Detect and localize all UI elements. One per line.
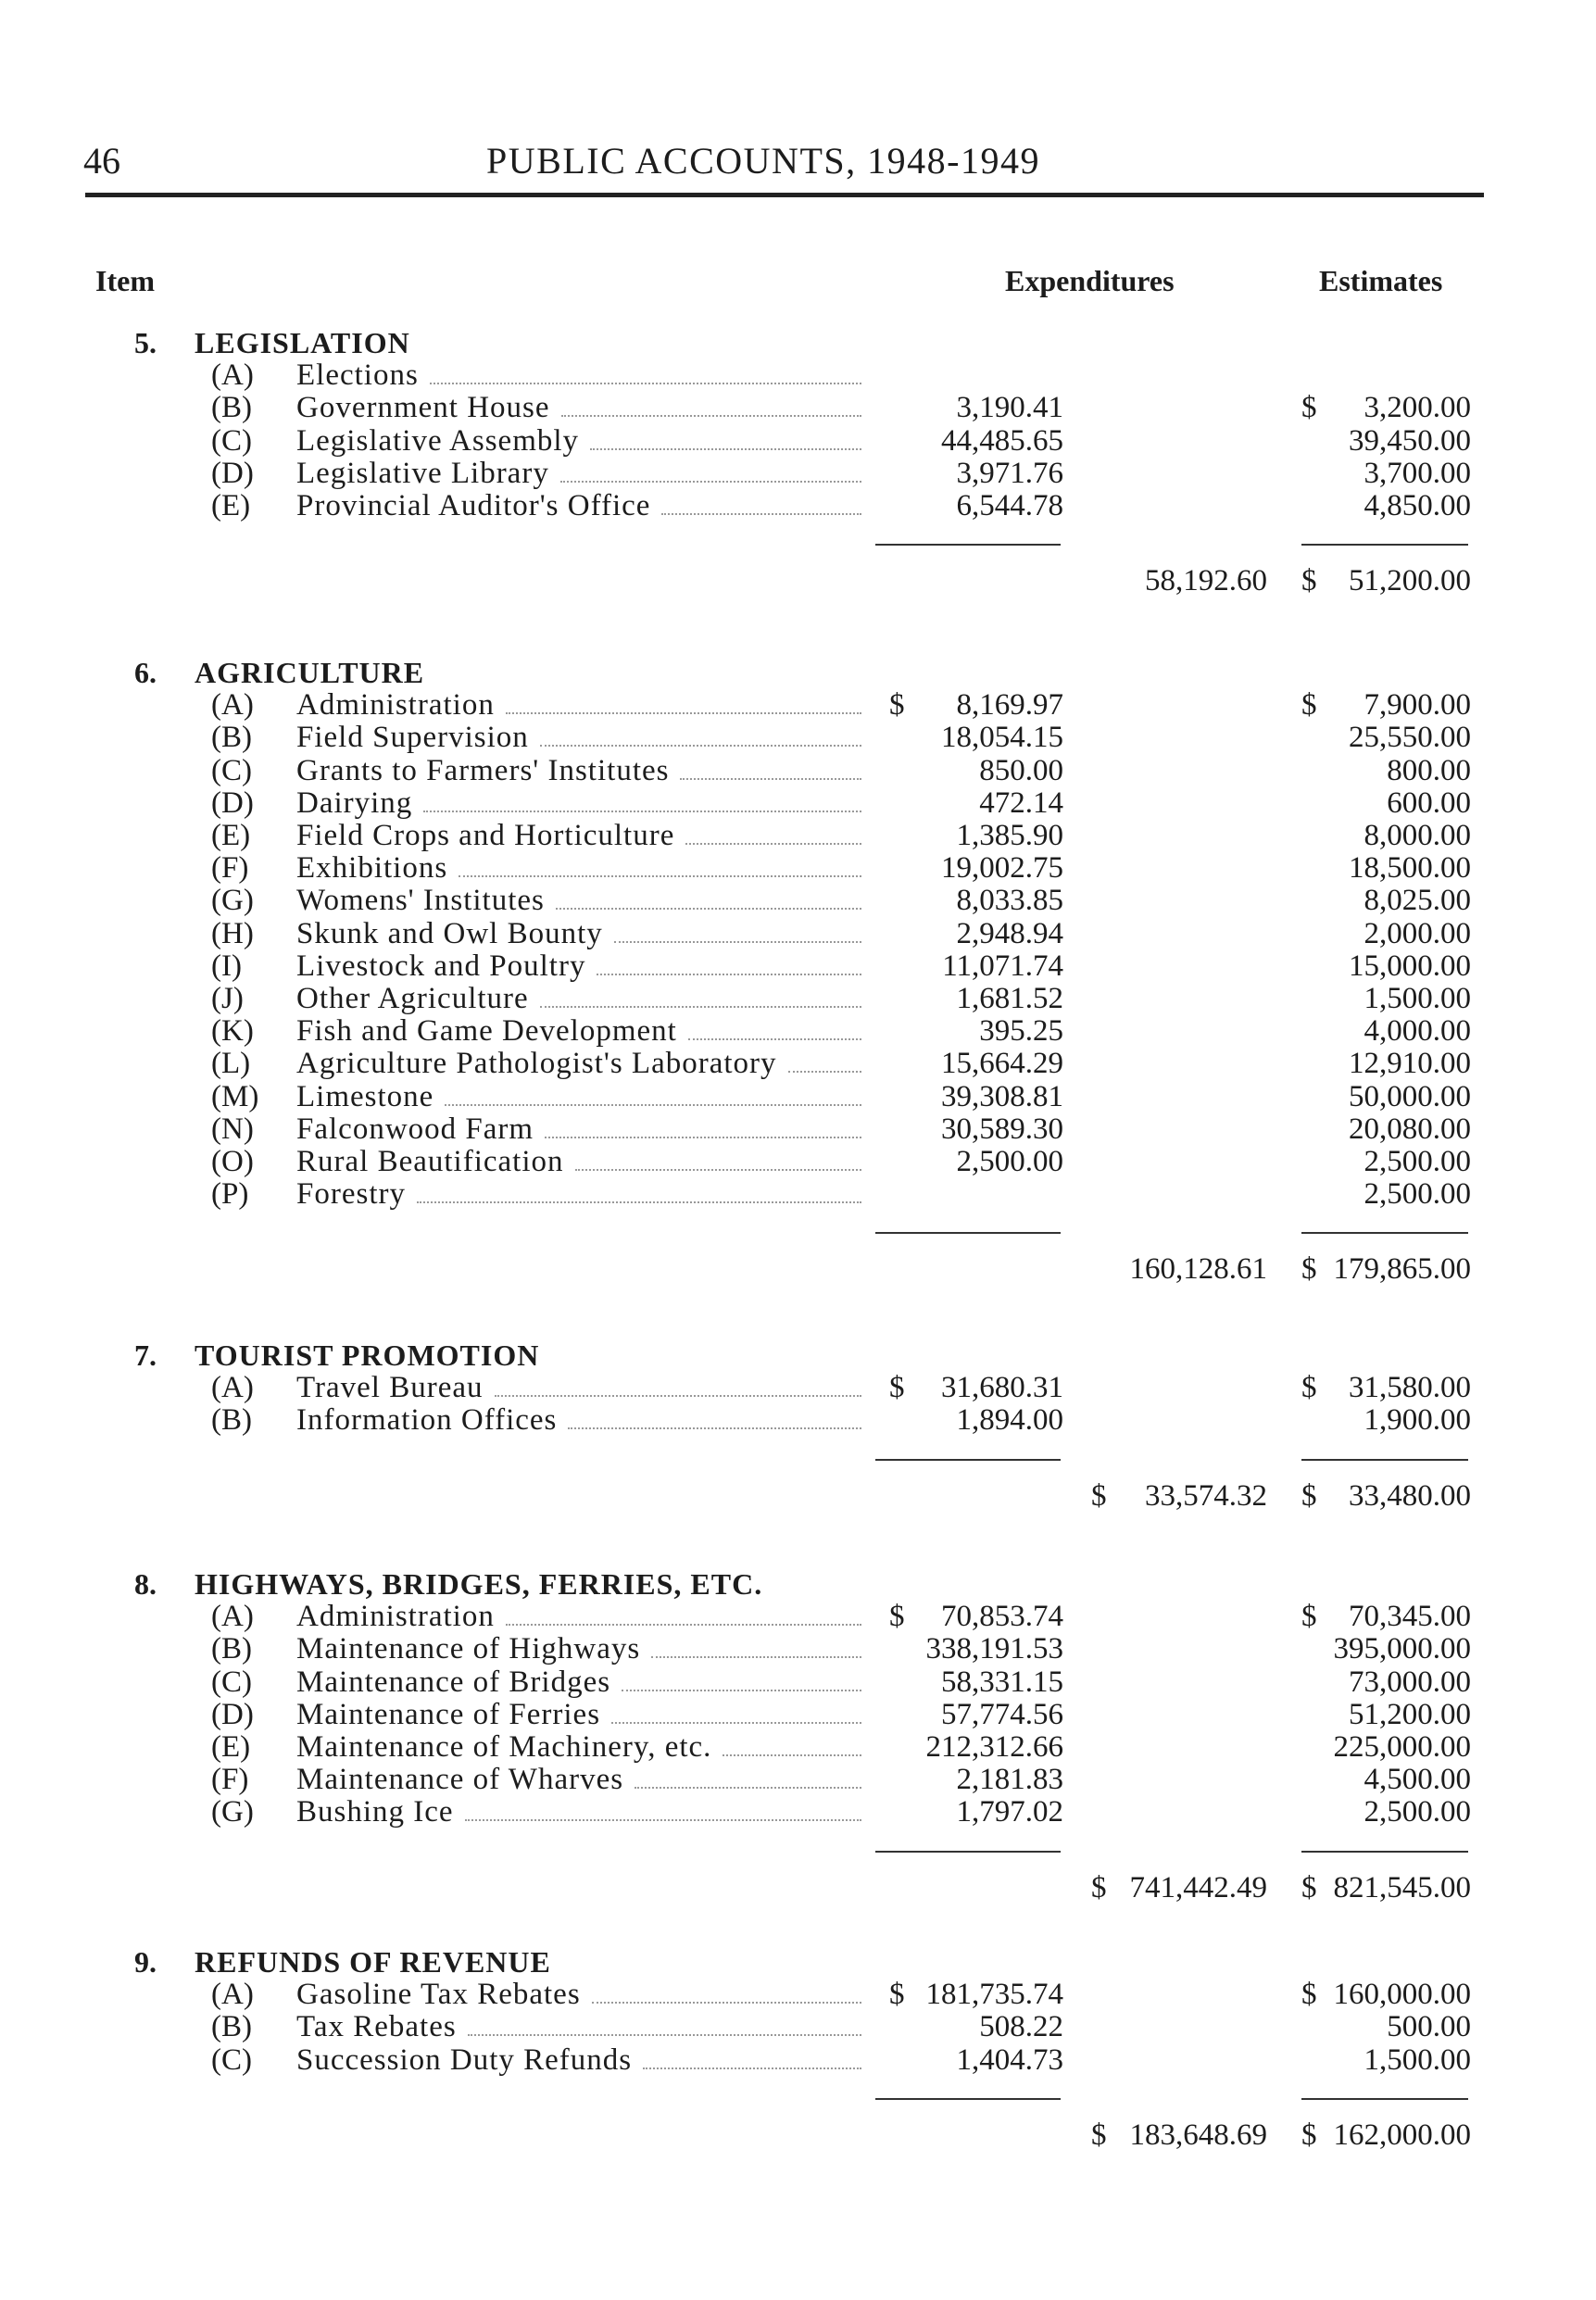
table-row — [0, 457, 1596, 490]
item-label: Rural Beautification — [296, 1145, 564, 1178]
item-label: Provincial Auditor's Office — [296, 489, 651, 522]
estimate-dollar-sign: $ — [1301, 1978, 1317, 2012]
item-letter: (B) — [211, 1632, 252, 1666]
item-letter: (O) — [211, 1145, 254, 1178]
estimate-amount: 800.00 — [1387, 753, 1471, 787]
table-row — [0, 1145, 1596, 1178]
item-letter: (I) — [211, 949, 242, 983]
section-number: 5. — [134, 326, 157, 359]
dot-leader — [685, 819, 861, 845]
estimate-amount: 225,000.00 — [1333, 1730, 1471, 1764]
section-heading — [0, 656, 1596, 689]
dot-leader — [465, 1795, 861, 1821]
dot-leader — [540, 721, 861, 747]
expenditure-amount: 57,774.56 — [941, 1697, 1063, 1731]
page-title: PUBLIC ACCOUNTS, 1948-1949 — [486, 140, 1040, 182]
item-letter: (B) — [211, 391, 252, 425]
estimate-amount: 1,900.00 — [1364, 1403, 1471, 1438]
dot-leader — [430, 358, 861, 384]
total-estimate-dollar-sign: $ — [1301, 564, 1317, 598]
item-letter: (N) — [211, 1112, 254, 1146]
total-expenditure: 58,192.60 — [1145, 564, 1267, 598]
estimate-amount: 395,000.00 — [1333, 1632, 1471, 1666]
total-expenditure: 741,442.49 — [1129, 1870, 1267, 1904]
item-label: Gasoline Tax Rebates — [296, 1978, 581, 2012]
estimate-amount: 8,000.00 — [1364, 819, 1471, 852]
table-row — [0, 1698, 1596, 1731]
item-letter: (C) — [211, 423, 252, 458]
total-estimate-dollar-sign: $ — [1301, 1870, 1317, 1904]
expenditure-amount: 395.25 — [979, 1014, 1063, 1049]
expenditure-amount: 44,485.65 — [941, 423, 1063, 458]
section-title: AGRICULTURE — [195, 656, 425, 689]
expenditure-amount: 15,664.29 — [941, 1047, 1063, 1081]
estimate-amount: 4,500.00 — [1364, 1763, 1471, 1797]
subtotal-rule-estimates — [1301, 1459, 1468, 1461]
item-letter: (A) — [211, 1978, 254, 2012]
table-row — [0, 819, 1596, 852]
section-number: 8. — [134, 1567, 157, 1601]
expenditure-amount: 19,002.75 — [941, 851, 1063, 886]
expenditure-amount: 8,033.85 — [956, 884, 1063, 918]
item-letter: (C) — [211, 2042, 252, 2077]
expenditure-amount: 1,797.02 — [956, 1795, 1063, 1829]
item-label: Administration — [296, 1600, 495, 1634]
item-letter: (E) — [211, 489, 251, 522]
table-row — [0, 1665, 1596, 1699]
item-letter: (F) — [211, 1763, 249, 1797]
table-row — [0, 2043, 1596, 2077]
estimate-amount: 3,200.00 — [1364, 391, 1471, 425]
section-title: TOURIST PROMOTION — [195, 1339, 540, 1372]
table-row — [0, 391, 1596, 424]
expenditure-amount: 212,312.66 — [925, 1730, 1063, 1764]
column-header-expenditures: Expenditures — [1005, 264, 1175, 297]
item-letter: (D) — [211, 1697, 254, 1731]
item-label: Maintenance of Bridges — [296, 1665, 611, 1699]
expenditure-amount: 1,894.00 — [956, 1403, 1063, 1438]
item-letter: (C) — [211, 753, 252, 787]
table-row — [0, 1014, 1596, 1048]
subtotal-rule-expenditures — [875, 1232, 1061, 1234]
table-row — [0, 1730, 1596, 1764]
total-estimate: 51,200.00 — [1349, 564, 1471, 598]
expenditure-amount: 8,169.97 — [956, 688, 1063, 723]
item-label: Legislative Library — [296, 456, 549, 490]
estimate-amount: 31,580.00 — [1349, 1371, 1471, 1405]
subtotal-rule-expenditures — [875, 544, 1061, 546]
section-total-row — [0, 564, 1596, 597]
section-heading — [0, 1567, 1596, 1601]
total-estimate: 179,865.00 — [1333, 1252, 1471, 1287]
table-row — [0, 884, 1596, 917]
dot-leader — [788, 1047, 861, 1073]
dot-leader — [459, 851, 861, 877]
estimate-amount: 73,000.00 — [1349, 1665, 1471, 1699]
estimate-amount: 50,000.00 — [1349, 1079, 1471, 1113]
item-letter: (E) — [211, 1730, 251, 1764]
expenditure-amount: 338,191.53 — [925, 1632, 1063, 1666]
item-letter: (D) — [211, 786, 254, 820]
table-row — [0, 917, 1596, 950]
item-letter: (C) — [211, 1665, 252, 1699]
section-number: 7. — [134, 1339, 157, 1372]
table-row — [0, 1600, 1596, 1633]
item-label: Government House — [296, 391, 550, 425]
dot-leader — [651, 1632, 861, 1658]
expenditure-amount: 3,190.41 — [956, 391, 1063, 425]
estimate-amount: 600.00 — [1387, 786, 1471, 820]
section-total-row — [0, 1871, 1596, 1904]
estimate-amount: 18,500.00 — [1349, 851, 1471, 886]
table-row — [0, 721, 1596, 754]
item-letter: (F) — [211, 851, 249, 886]
item-letter: (K) — [211, 1014, 254, 1049]
estimate-amount: 2,500.00 — [1364, 1177, 1471, 1212]
subtotal-rule-expenditures — [875, 1459, 1061, 1461]
table-row — [0, 1978, 1596, 2011]
total-estimate: 162,000.00 — [1333, 2118, 1471, 2152]
dot-leader — [545, 1112, 861, 1138]
item-letter: (A) — [211, 688, 254, 723]
section-total-row — [0, 1479, 1596, 1513]
dot-leader — [611, 1698, 861, 1724]
section-number: 6. — [134, 656, 157, 689]
total-dollar-sign: $ — [1091, 1870, 1107, 1904]
item-label: Forestry — [296, 1177, 406, 1212]
expenditure-dollar-sign: $ — [889, 1600, 905, 1634]
estimate-dollar-sign: $ — [1301, 1371, 1317, 1405]
table-row — [0, 424, 1596, 458]
item-letter: (H) — [211, 916, 254, 950]
expenditure-amount: 472.14 — [979, 786, 1063, 820]
expenditure-amount: 70,853.74 — [941, 1600, 1063, 1634]
dot-leader — [561, 391, 861, 417]
expenditure-amount: 2,948.94 — [956, 916, 1063, 950]
item-label: Succession Duty Refunds — [296, 2042, 633, 2077]
table-row — [0, 358, 1596, 392]
table-row — [0, 1763, 1596, 1796]
dot-leader — [540, 982, 861, 1008]
estimate-amount: 160,000.00 — [1333, 1978, 1471, 2012]
item-label: Grants to Farmers' Institutes — [296, 753, 670, 787]
estimate-amount: 39,450.00 — [1349, 423, 1471, 458]
item-letter: (B) — [211, 2010, 252, 2044]
total-dollar-sign: $ — [1091, 2118, 1107, 2152]
item-label: Field Supervision — [296, 721, 529, 755]
expenditure-amount: 6,544.78 — [956, 489, 1063, 522]
section-total-row — [0, 1252, 1596, 1286]
item-label: Maintenance of Highways — [296, 1632, 641, 1666]
item-label: Other Agriculture — [296, 982, 529, 1015]
dot-leader — [614, 917, 861, 943]
item-label: Womens' Institutes — [296, 884, 545, 918]
item-label: Administration — [296, 688, 495, 723]
expenditure-amount: 18,054.15 — [941, 721, 1063, 755]
table-row — [0, 1371, 1596, 1404]
item-label: Maintenance of Wharves — [296, 1763, 624, 1797]
expenditure-amount: 58,331.15 — [941, 1665, 1063, 1699]
item-label: Limestone — [296, 1079, 434, 1113]
total-estimate-dollar-sign: $ — [1301, 2118, 1317, 2152]
table-row — [0, 1080, 1596, 1113]
estimate-dollar-sign: $ — [1301, 688, 1317, 723]
section-title: LEGISLATION — [195, 326, 410, 359]
expenditure-amount: 31,680.31 — [941, 1371, 1063, 1405]
dot-leader — [680, 754, 861, 780]
table-row — [0, 2010, 1596, 2043]
total-estimate-dollar-sign: $ — [1301, 1252, 1317, 1287]
estimate-amount: 8,025.00 — [1364, 884, 1471, 918]
total-estimate: 821,545.00 — [1333, 1870, 1471, 1904]
item-label: Travel Bureau — [296, 1371, 484, 1405]
item-label: Elections — [296, 358, 419, 393]
section-total-row — [0, 2118, 1596, 2152]
section-title: HIGHWAYS, BRIDGES, FERRIES, ETC. — [195, 1567, 763, 1601]
table-row — [0, 949, 1596, 983]
estimate-amount: 2,500.00 — [1364, 1795, 1471, 1829]
table-row — [0, 1632, 1596, 1665]
table-row — [0, 1403, 1596, 1437]
item-label: Field Crops and Horticulture — [296, 819, 675, 852]
header-rule — [85, 193, 1484, 197]
estimate-dollar-sign: $ — [1301, 1600, 1317, 1634]
expenditure-dollar-sign: $ — [889, 688, 905, 723]
expenditure-amount: 1,385.90 — [956, 819, 1063, 852]
expenditure-amount: 1,681.52 — [956, 982, 1063, 1015]
table-row — [0, 688, 1596, 722]
estimate-amount: 4,850.00 — [1364, 489, 1471, 522]
dot-leader — [556, 884, 861, 910]
expenditure-amount: 2,500.00 — [956, 1145, 1063, 1178]
item-label: Falconwood Farm — [296, 1112, 534, 1146]
expenditure-amount: 39,308.81 — [941, 1079, 1063, 1113]
estimate-amount: 7,900.00 — [1364, 688, 1471, 723]
total-expenditure: 183,648.69 — [1129, 2118, 1267, 2152]
item-letter: (B) — [211, 721, 252, 755]
section-heading — [0, 1339, 1596, 1372]
dot-leader — [560, 457, 861, 483]
table-row — [0, 1112, 1596, 1146]
item-letter: (A) — [211, 1600, 254, 1634]
dot-leader — [688, 1014, 861, 1040]
subtotal-rule-estimates — [1301, 1232, 1468, 1234]
dot-leader — [495, 1371, 861, 1397]
item-label: Exhibitions — [296, 851, 448, 886]
table-row — [0, 851, 1596, 885]
dot-leader — [622, 1665, 861, 1691]
item-label: Skunk and Owl Bounty — [296, 916, 603, 950]
section-title: REFUNDS OF REVENUE — [195, 1945, 551, 1979]
item-label: Livestock and Poultry — [296, 949, 586, 983]
dot-leader — [506, 688, 861, 714]
dot-leader — [568, 1403, 861, 1429]
estimate-amount: 70,345.00 — [1349, 1600, 1471, 1634]
subtotal-rule-expenditures — [875, 1851, 1061, 1853]
expenditure-dollar-sign: $ — [889, 1978, 905, 2012]
dot-leader — [423, 786, 861, 812]
estimate-amount: 15,000.00 — [1349, 949, 1471, 983]
item-letter: (B) — [211, 1403, 252, 1438]
item-letter: (M) — [211, 1079, 259, 1113]
item-label: Information Offices — [296, 1403, 558, 1438]
column-header-item: Item — [95, 264, 155, 297]
estimate-amount: 3,700.00 — [1364, 456, 1471, 490]
dot-leader — [417, 1177, 861, 1203]
estimate-amount: 51,200.00 — [1349, 1697, 1471, 1731]
item-label: Dairying — [296, 786, 413, 820]
dot-leader — [575, 1145, 861, 1171]
estimate-amount: 1,500.00 — [1364, 2042, 1471, 2077]
dot-leader — [445, 1080, 861, 1106]
estimate-amount: 2,500.00 — [1364, 1145, 1471, 1178]
total-estimate: 33,480.00 — [1349, 1478, 1471, 1513]
dot-leader — [635, 1763, 861, 1789]
expenditure-dollar-sign: $ — [889, 1371, 905, 1405]
table-row — [0, 1047, 1596, 1080]
expenditure-amount: 181,735.74 — [925, 1978, 1063, 2012]
item-letter: (G) — [211, 1795, 254, 1829]
expenditure-amount: 1,404.73 — [956, 2042, 1063, 2077]
table-row — [0, 1177, 1596, 1211]
expenditure-amount: 2,181.83 — [956, 1763, 1063, 1797]
estimate-amount: 4,000.00 — [1364, 1014, 1471, 1049]
item-letter: (A) — [211, 1371, 254, 1405]
dot-leader — [643, 2043, 861, 2069]
section-heading — [0, 1945, 1596, 1979]
estimate-amount: 25,550.00 — [1349, 721, 1471, 755]
item-letter: (P) — [211, 1177, 249, 1212]
estimate-amount: 2,000.00 — [1364, 916, 1471, 950]
estimate-amount: 1,500.00 — [1364, 982, 1471, 1015]
table-row — [0, 489, 1596, 522]
subtotal-rule-estimates — [1301, 544, 1468, 546]
dot-leader — [590, 424, 861, 450]
expenditure-amount: 30,589.30 — [941, 1112, 1063, 1146]
item-label: Bushing Ice — [296, 1795, 454, 1829]
column-header-estimates: Estimates — [1319, 264, 1443, 297]
expenditure-amount: 508.22 — [979, 2010, 1063, 2044]
section-number: 9. — [134, 1945, 157, 1979]
total-estimate-dollar-sign: $ — [1301, 1478, 1317, 1513]
table-row — [0, 754, 1596, 787]
page-number: 46 — [83, 140, 120, 182]
expenditure-amount: 850.00 — [979, 753, 1063, 787]
item-letter: (D) — [211, 456, 254, 490]
dot-leader — [597, 949, 861, 975]
total-expenditure: 160,128.61 — [1129, 1252, 1267, 1287]
dot-leader — [468, 2010, 861, 2036]
item-label: Maintenance of Ferries — [296, 1697, 601, 1731]
subtotal-rule-estimates — [1301, 2098, 1468, 2100]
table-row — [0, 1795, 1596, 1829]
item-letter: (J) — [211, 982, 244, 1015]
dot-leader — [661, 489, 861, 515]
estimate-dollar-sign: $ — [1301, 391, 1317, 425]
dot-leader — [506, 1600, 861, 1626]
estimate-amount: 12,910.00 — [1349, 1047, 1471, 1081]
expenditure-amount: 3,971.76 — [956, 456, 1063, 490]
item-label: Maintenance of Machinery, etc. — [296, 1730, 712, 1764]
item-letter: (E) — [211, 819, 251, 852]
item-letter: (G) — [211, 884, 254, 918]
dot-leader — [723, 1730, 861, 1756]
item-label: Tax Rebates — [296, 2010, 457, 2044]
total-dollar-sign: $ — [1091, 1478, 1107, 1513]
table-row — [0, 786, 1596, 820]
total-expenditure: 33,574.32 — [1145, 1478, 1267, 1513]
dot-leader — [592, 1978, 861, 2004]
estimate-amount: 500.00 — [1387, 2010, 1471, 2044]
item-label: Agriculture Pathologist's Laboratory — [296, 1047, 777, 1081]
item-label: Fish and Game Development — [296, 1014, 677, 1049]
table-row — [0, 982, 1596, 1015]
subtotal-rule-expenditures — [875, 2098, 1061, 2100]
item-letter: (L) — [211, 1047, 251, 1081]
item-label: Legislative Assembly — [296, 423, 580, 458]
section-heading — [0, 326, 1596, 359]
expenditure-amount: 11,071.74 — [942, 949, 1063, 983]
subtotal-rule-estimates — [1301, 1851, 1468, 1853]
estimate-amount: 20,080.00 — [1349, 1112, 1471, 1146]
item-letter: (A) — [211, 358, 254, 393]
